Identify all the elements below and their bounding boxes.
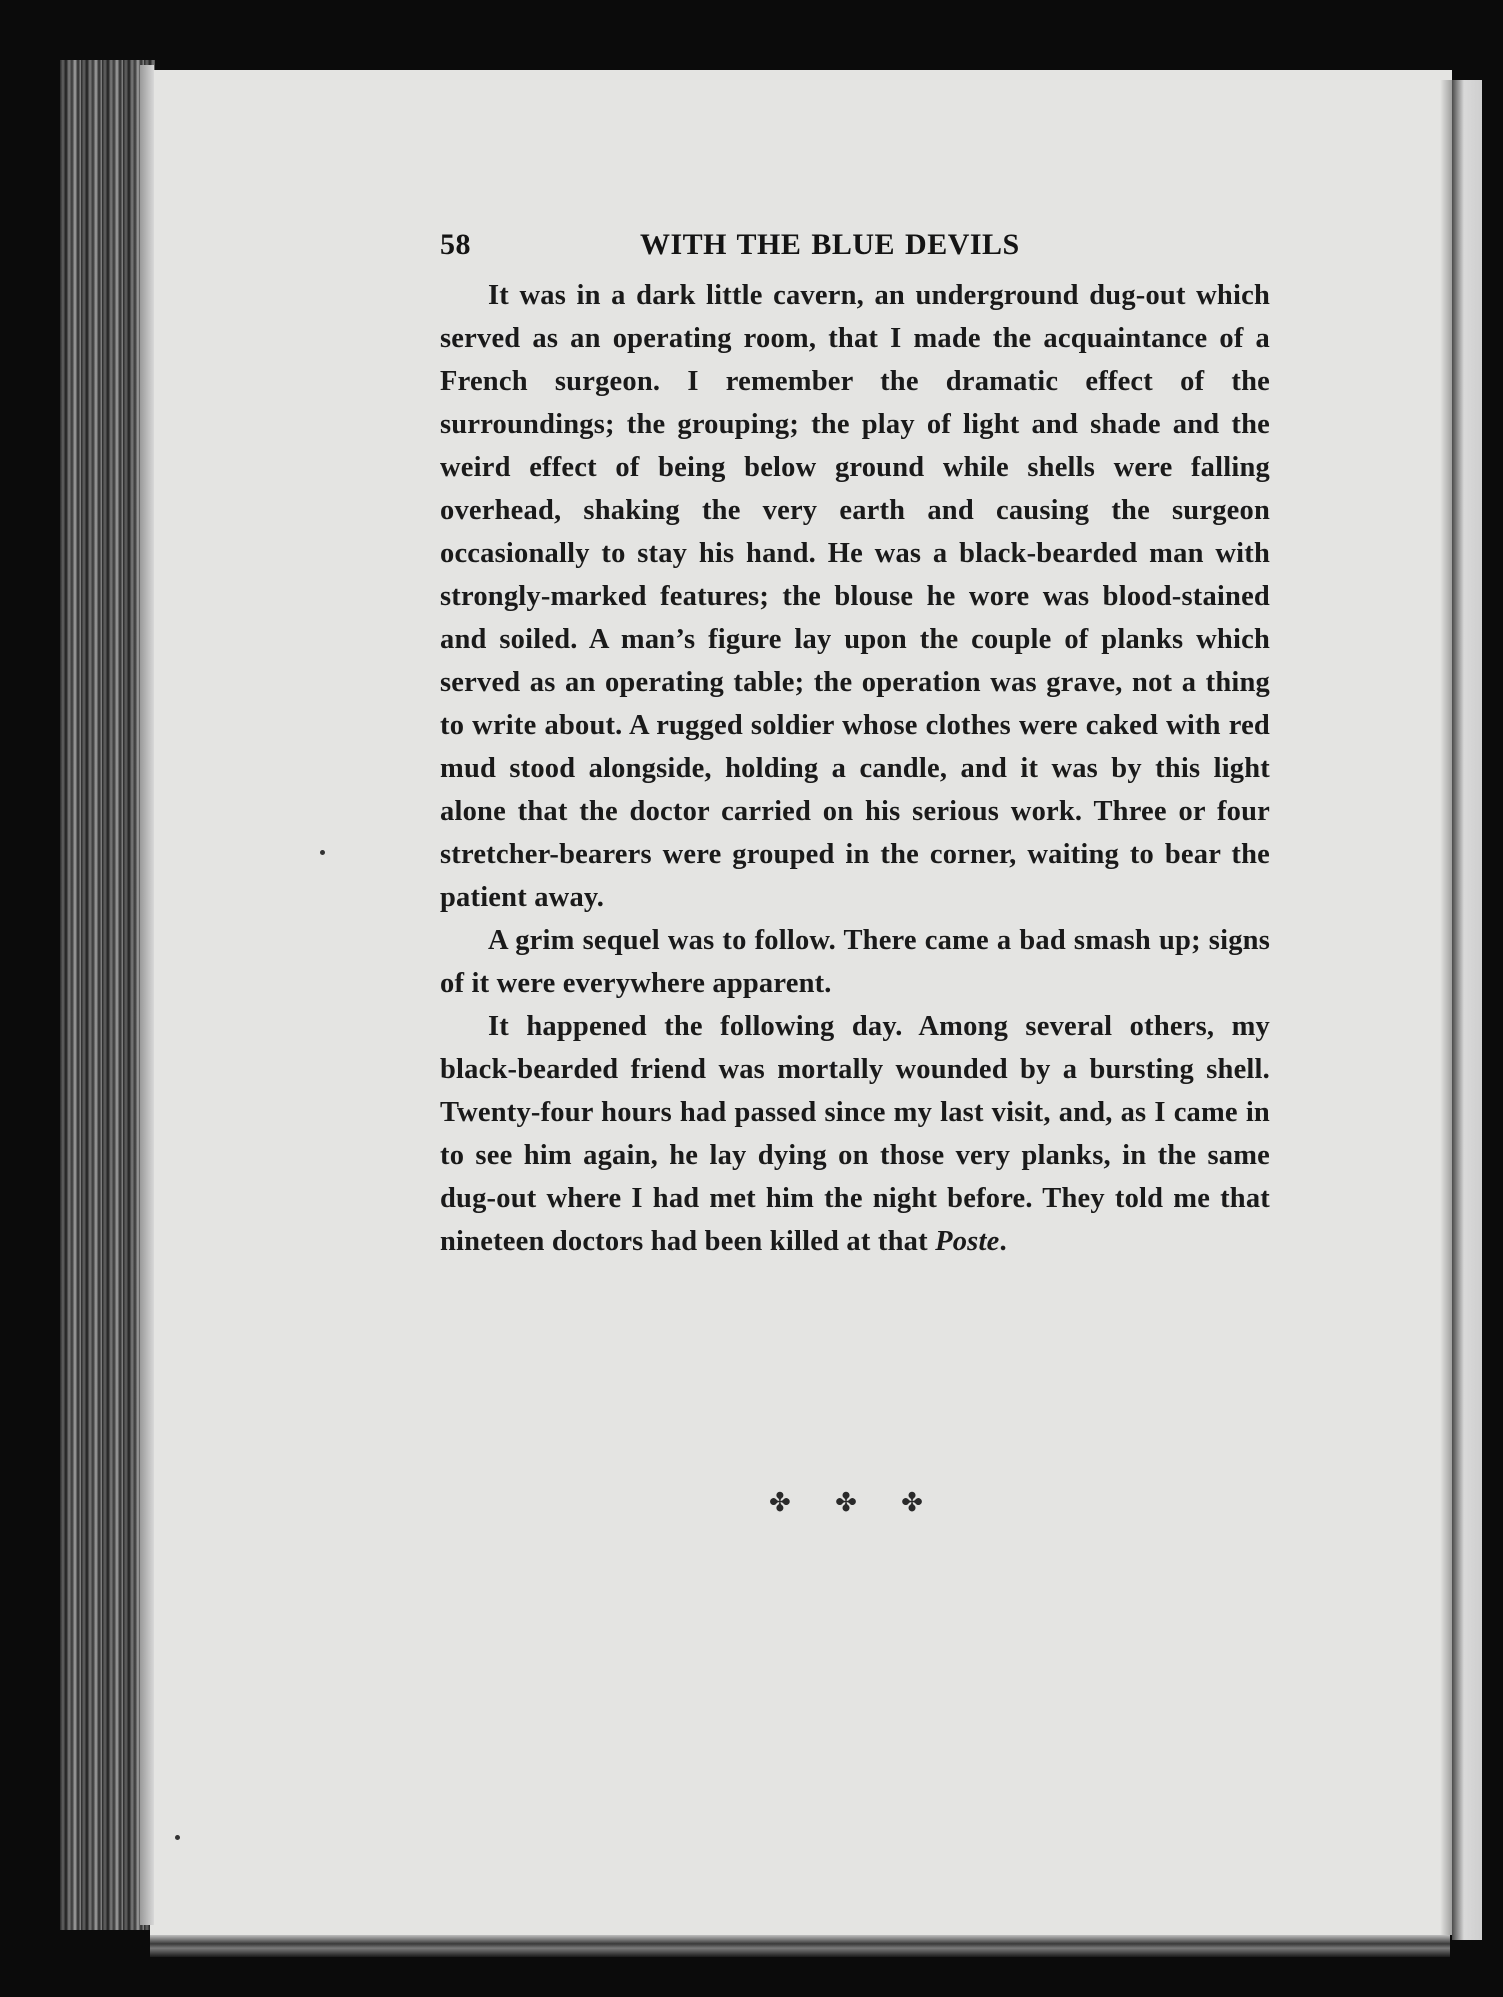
binding-edge xyxy=(140,65,154,1925)
stray-mark xyxy=(175,1835,180,1840)
running-title: WITH THE BLUE DEVILS xyxy=(640,228,1020,261)
paragraph-1: It was in a dark little cavern, an underground dug-out which served as an operating room, that I made the acquaintance of a French surgeon. I remember the dramatic effect of the surroundings; the grouping; the play of light and shade and the weird effect of being below ground while shells were falling overhead, shaking the very earth and causing the surgeon occasionally to stay his hand. He was a black-bearded man with strongly-marked features; the blouse he wore was blood-stained and soiled. A man’s figure lay upon the couple of planks which served as an operating table; the operation was grave, not a thing to write about. A rugged soldier whose clothes were caked with red mud stood alongside, holding a candle, and it was by this light alone that the doctor carried on his serious work. Three or four stretcher-bearers were grouped in the corner, waiting to bear the patient away. xyxy=(440,280,1270,913)
bottom-page-edge xyxy=(150,1935,1450,1957)
paragraph-3 xyxy=(440,1005,1270,1263)
paragraph-3-text: It happened the following day. Among several others, my black-bearded friend was mortally wounded by a bursting shell. Twenty-four hours had passed since my last visit, and, as I came in to see him again, he lay dying on those very planks, in the same dug-out where I had met him the night before. They told me that nineteen doctors had been killed at that xyxy=(440,1011,1270,1257)
text-block xyxy=(440,228,1270,1518)
page-number: 58 xyxy=(440,228,471,261)
italic-word: Poste xyxy=(935,1226,1000,1257)
stray-mark xyxy=(320,850,325,855)
paragraph-3-end: . xyxy=(999,1226,1007,1257)
paragraph-2: A grim sequel was to follow. There came a bad smash up; signs of it were everywhere apparent. xyxy=(440,925,1270,999)
ornament-fleurons: ✤ ✤ ✤ xyxy=(769,1488,941,1518)
right-page-edge xyxy=(1452,80,1482,1940)
running-head xyxy=(440,228,1270,274)
